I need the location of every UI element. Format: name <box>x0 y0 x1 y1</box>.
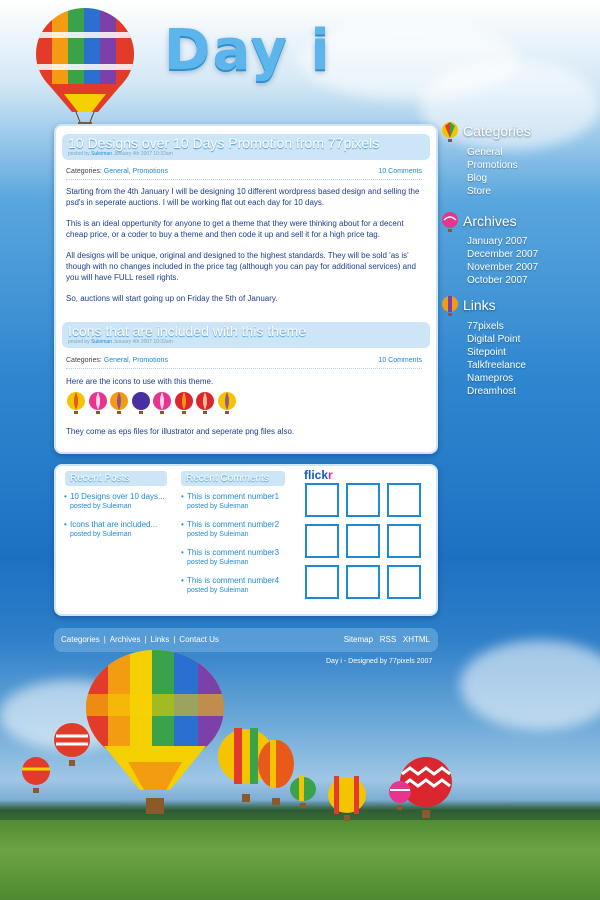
flickr-logo-right: r <box>328 468 333 482</box>
balloon-smiley-icon <box>131 392 151 416</box>
recent-comment-byline: posted by Suleiman <box>187 559 249 566</box>
recent-post-byline: posted by Suleiman <box>70 531 132 538</box>
balloon-icon <box>20 756 52 796</box>
recent-post-link[interactable]: • Icons that are included... <box>70 520 158 529</box>
sidebar-link-talkfreelance[interactable]: Talkfreelance <box>467 360 526 371</box>
flickr-thumbnail[interactable] <box>346 524 380 558</box>
post-categories-line <box>66 168 422 180</box>
sidebar-item-december-2007[interactable]: December 2007 <box>467 249 539 260</box>
sidebar-archives-list <box>467 235 538 287</box>
sidebar-link-sitepoint[interactable]: Sitepoint <box>467 347 506 358</box>
site-logo-text[interactable]: Day i <box>164 18 332 83</box>
footer-bar <box>54 628 438 652</box>
post-intro: Here are the icons to use with this theme. <box>66 377 214 386</box>
sidebar-link-dreamhost[interactable]: Dreamhost <box>467 386 516 397</box>
sidebar-categories-title: Categories <box>463 123 531 139</box>
post-title-band <box>62 134 430 160</box>
list-item <box>181 548 297 567</box>
footer-link-rss[interactable]: RSS <box>379 635 397 644</box>
recent-comments-list <box>181 492 297 604</box>
footer-link-links[interactable]: Links <box>150 635 170 644</box>
post-comments-link[interactable]: 10 Comments <box>378 357 422 364</box>
balloon-stripe-icon <box>441 296 459 318</box>
balloon-rainbow-icon <box>66 392 86 416</box>
footer-link-categories[interactable]: Categories <box>61 635 100 644</box>
sidebar-link-namepros[interactable]: Namepros <box>467 373 514 384</box>
flickr-thumbnail[interactable] <box>387 565 421 599</box>
balloon-swirl-icon <box>152 392 172 416</box>
sidebar-categories-list <box>467 146 518 198</box>
post-body <box>66 426 422 447</box>
recent-comment-link[interactable]: • This is comment number1 <box>187 492 280 501</box>
sidebar-links-title: Links <box>463 297 496 313</box>
categories-label: Categories: <box>66 357 102 364</box>
list-item <box>181 492 297 511</box>
recent-comment-byline: posted by Suleiman <box>187 587 249 594</box>
flickr-thumbnail[interactable] <box>346 483 380 517</box>
sidebar-link-digital-point[interactable]: Digital Point <box>467 334 521 345</box>
recent-post-link[interactable]: • 10 Designs over 10 days... <box>70 492 165 501</box>
post-meta <box>68 151 424 158</box>
sidebar-links-list <box>467 320 526 398</box>
balloon-candy-icon <box>195 392 215 416</box>
post-paragraph: All designs will be unique, original and designed to the highest standards. They will be sold 'as is' though with no changes included in the price tag (although you can pay for additional services) and you will have FULL resell rights. <box>66 251 417 282</box>
recent-posts-heading: Recent Posts <box>65 471 167 486</box>
list-item <box>181 520 297 539</box>
list-item <box>64 492 176 511</box>
flickr-thumbnail[interactable] <box>305 524 339 558</box>
post-categories-link[interactable]: General, Promotions <box>103 357 168 364</box>
post-paragraph: So, auctions will start going up on Friday the 5th of January. <box>66 294 278 303</box>
flickr-logo[interactable] <box>304 468 333 482</box>
footer-link-archives[interactable]: Archives <box>109 635 141 644</box>
balloon-stripe-icon <box>109 392 129 416</box>
footer-meta-links <box>344 635 430 644</box>
recent-post-byline: posted by Suleiman <box>70 503 132 510</box>
post-title[interactable]: 10 Designs over 10 Days Promotion from 77pixels <box>68 135 380 151</box>
theme-icons-row <box>66 392 246 418</box>
balloon-pink-icon <box>441 212 459 234</box>
sidebar-link-77pixels[interactable]: 77pixels <box>467 321 504 332</box>
flickr-thumbnail[interactable] <box>387 483 421 517</box>
flickr-thumbnail[interactable] <box>387 524 421 558</box>
post-author[interactable]: Suleiman <box>91 339 112 345</box>
list-item <box>64 520 176 539</box>
post-date: January 4th 2007 10:32am <box>113 151 173 157</box>
sidebar-item-promotions[interactable]: Promotions <box>467 160 518 171</box>
footer-link-xhtml[interactable]: XHTML <box>402 635 430 644</box>
flickr-thumbnail[interactable] <box>346 565 380 599</box>
post-categories-line <box>66 357 422 369</box>
sidebar-archives-title: Archives <box>463 213 517 229</box>
post-author[interactable]: Suleiman <box>91 151 112 157</box>
footer-separator: | <box>173 635 176 644</box>
footer-separator: | <box>103 635 106 644</box>
recent-comment-byline: posted by Suleiman <box>187 531 249 538</box>
footer-copyright: Day i - Designed by 77pixels 2007 <box>326 658 433 665</box>
grass-field <box>0 820 600 900</box>
post-meta <box>68 339 424 346</box>
posted-by-label: posted by <box>68 339 90 345</box>
footer-link-contact-us[interactable]: Contact Us <box>179 635 219 644</box>
big-balloon-icon <box>84 650 226 820</box>
sidebar-item-general[interactable]: General <box>467 147 503 158</box>
post-body <box>66 186 422 314</box>
post-paragraph: This is an ideal oppertunity for anyone to get a theme that they were thinking about for a decent cheap price, or a coder to buy a theme and then code it up and sell it for a high price tag. <box>66 219 404 239</box>
footer-separator: | <box>144 635 147 644</box>
post-categories-link[interactable]: General, Promotions <box>103 168 168 175</box>
post-comments-link[interactable]: 10 Comments <box>378 168 422 175</box>
sidebar-item-november-2007[interactable]: November 2007 <box>467 262 539 273</box>
balloon-checker-icon <box>217 392 237 416</box>
recent-comment-byline: posted by Suleiman <box>187 503 249 510</box>
categories-label: Categories: <box>66 168 102 175</box>
logo-balloon-icon <box>34 6 136 134</box>
post-paragraph: Starting from the 4th January I will be designing 10 different wordpress based design and selling the psd's in seperate auctions. I will be working flat out each day for 10 days. <box>66 187 420 207</box>
sidebar-item-january-2007[interactable]: January 2007 <box>467 236 528 247</box>
flickr-thumbnail[interactable] <box>305 483 339 517</box>
posted-by-label: posted by <box>68 151 90 157</box>
balloon-icon <box>288 776 318 810</box>
balloon-icon <box>326 776 368 822</box>
recent-comments-heading: Recent Comments <box>181 471 285 486</box>
sidebar-item-october-2007[interactable]: October 2007 <box>467 275 528 286</box>
recent-comment-link[interactable]: • This is comment number3 <box>187 548 280 557</box>
balloon-icon <box>388 780 412 812</box>
recent-posts-list <box>64 492 176 548</box>
sidebar-item-store[interactable]: Store <box>467 186 491 197</box>
balloon-red-icon <box>174 392 194 416</box>
balloon-rainbow-icon <box>441 122 459 144</box>
recent-comment-link[interactable]: • This is comment number2 <box>187 520 280 529</box>
footer-link-sitemap[interactable]: Sitemap <box>343 635 374 644</box>
post-outro: They come as eps files for illustrator and seperate png files also. <box>66 427 295 436</box>
flickr-thumbnail[interactable] <box>305 565 339 599</box>
cloud <box>460 640 600 730</box>
post-date: January 4th 2007 10:32am <box>113 339 173 345</box>
balloon-icon <box>52 722 92 770</box>
post-title-band <box>62 322 430 348</box>
list-item <box>181 576 297 595</box>
sidebar-item-blog[interactable]: Blog <box>467 173 488 184</box>
balloon-pink-icon <box>88 392 108 416</box>
recent-comment-link[interactable]: • This is comment number4 <box>187 576 280 585</box>
footer-nav <box>61 635 219 644</box>
flickr-logo-left: flick <box>304 468 329 482</box>
post-title[interactable]: Icons that are included with this theme <box>68 323 307 339</box>
